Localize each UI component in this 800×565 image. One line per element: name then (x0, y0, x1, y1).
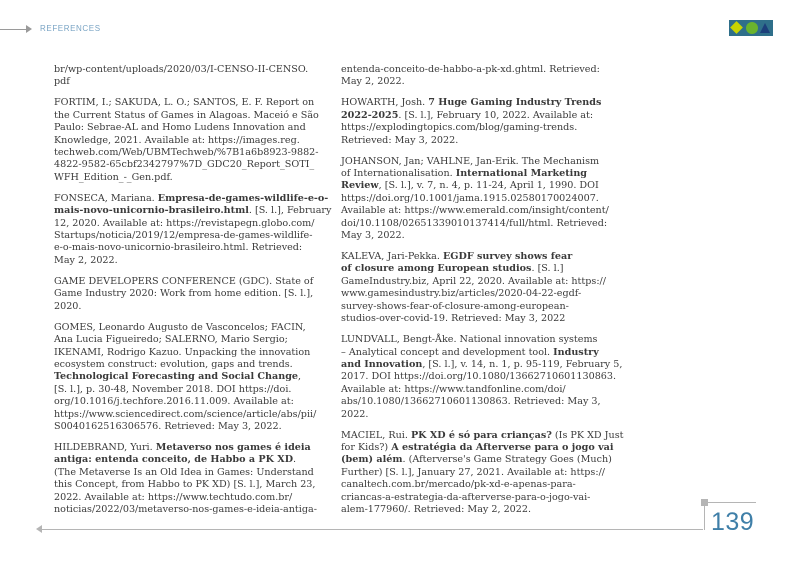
reference-line (54, 504, 316, 516)
reference-text: WFH_Edition_-_Gen.pdf. (54, 171, 173, 183)
reference-line (341, 217, 608, 230)
reference-text: May 2, 2022. (341, 76, 405, 88)
reference-line (54, 442, 316, 454)
reference-text: May 3, 2022. (341, 230, 405, 242)
reference-text: 2022. Available at: https://www.techtudo.com.br/ (54, 491, 293, 503)
reference-text: , (298, 371, 302, 383)
reference-line (341, 347, 603, 359)
reference-text: FONSECA, Mariana. (54, 192, 158, 204)
reference-entry (54, 192, 332, 267)
reference-line (54, 205, 332, 217)
diamond-icon (730, 21, 743, 34)
reference-title: mais-novo-unicornio-brasileiro.html (54, 205, 249, 217)
reference-title: Technological Forecasting and Social Change (54, 371, 299, 383)
reference-text: , [S. l.], v. 7, n. 4, p. 11-24, April 1, 1990. DOI (378, 180, 599, 192)
reference-line (341, 193, 603, 205)
reference-entry (341, 64, 603, 89)
reference-text: br/wp-content/uploads/2020/03/I-CENSO-II-CENSO. (54, 64, 309, 75)
reference-entry (341, 334, 623, 421)
reference-line (54, 122, 316, 134)
page-number: 139 (711, 508, 755, 536)
reference-entry (54, 442, 316, 516)
reference-line (54, 242, 316, 254)
reference-line (341, 334, 603, 346)
reference-entry (341, 155, 609, 243)
reference-line (341, 110, 603, 122)
reference-text: https://explodingtopics.com/blog/gaming-trends. (341, 122, 578, 134)
reference-text: . (Afterverse's Game Strategy Goes (Much) (402, 454, 612, 466)
reference-line (54, 334, 316, 346)
reference-text: the Current Status of Games in Alagoas. Maceió e São (54, 109, 319, 121)
reference-text: doi/10.1108/02651339010137414/full/html. Retrieved: (341, 217, 608, 229)
reference-text: HOWARTH, Josh. (341, 97, 429, 109)
reference-line (341, 441, 614, 454)
header-arrow-icon (26, 25, 32, 33)
reference-line (54, 76, 316, 88)
reference-text: canaltech.com.br/mercado/pk-xd-e-apenas-para- (341, 479, 576, 491)
reference-line (54, 97, 316, 109)
reference-line (54, 347, 316, 359)
reference-title: antiga: entenda conceito, de Habbo a PK XD (54, 454, 294, 466)
reference-line (341, 371, 617, 383)
reference-line (54, 64, 316, 76)
reference-line (341, 205, 609, 217)
reference-title: 7 Huge Gaming Industry Trends (428, 97, 602, 109)
reference-text: ecosystem construct: evolution, gaps and trends. (54, 358, 293, 370)
reference-line (341, 180, 603, 192)
reference-text: May 2, 2022. (54, 254, 118, 266)
reference-line (54, 288, 316, 300)
reference-line (54, 218, 316, 230)
reference-line (54, 492, 316, 504)
reference-line (341, 251, 603, 263)
reference-text: Ana Lucia Figueiredo; SALERNO, Mario Sergio; (54, 334, 288, 346)
reference-line (54, 467, 316, 479)
reference-line (341, 230, 603, 242)
reference-text: 4822-9582-65cbf2342797%7D_GDC20_Report_SOTI_ (54, 159, 315, 171)
reference-line (54, 421, 316, 433)
reference-entry (341, 97, 603, 147)
reference-line (54, 192, 329, 205)
reference-text: (Is PK XD Just (551, 429, 624, 441)
reference-text: Retrieved: May 3, 2022. (341, 134, 459, 146)
reference-text: Further) [S. l.], January 27, 2021. Available at: https:// (341, 466, 606, 478)
reference-text: . (293, 454, 297, 466)
reference-line (54, 454, 316, 466)
reference-line (54, 409, 316, 421)
reference-title: Industry (553, 346, 599, 358)
reference-title: International Marketing (455, 168, 588, 180)
reference-text: https://www.sciencedirect.com/science/article/abs/pii/ (54, 408, 317, 420)
reference-text: Available at: https://www.tandfonline.com/doi/ (341, 383, 566, 395)
references-left-column (54, 64, 332, 525)
reference-line (341, 358, 623, 371)
brand-logo (729, 20, 773, 36)
reference-text: [S. l.], p. 30-48, November 2018. DOI https://doi. (54, 383, 292, 395)
reference-text: GOMES, Leonardo Augusto de Vasconcelos; FACIN, (54, 321, 306, 333)
reference-line (54, 255, 316, 267)
reference-text: for Kids?) (341, 441, 392, 453)
reference-title: PK XD é só para crianças? (410, 429, 552, 441)
reference-line (54, 109, 319, 122)
reference-line (54, 396, 316, 408)
reference-text: JOHANSON, Jan; VAHLNE, Jan-Erik. The Mechanism (341, 155, 600, 167)
reference-line (54, 384, 316, 396)
reference-title: 2022-2025 (341, 109, 399, 121)
reference-text: Game Industry 2020: Work from home edition. [S. l.], (54, 288, 314, 300)
reference-text: GameIndustry.biz, April 22, 2020. Available at: https:// (341, 275, 607, 287)
reference-line (341, 454, 612, 466)
reference-text: IKENAMI, Rodrigo Kazuo. Unpacking the innovation (54, 346, 311, 358)
reference-line (341, 64, 603, 76)
reference-text: HILDEBRAND, Yuri. (54, 441, 156, 453)
reference-line (54, 135, 316, 147)
reference-entry (341, 251, 607, 325)
reference-line (341, 466, 606, 479)
references-right-column (341, 64, 624, 525)
reference-line (341, 168, 603, 180)
circle-icon (746, 22, 758, 34)
reference-text: MACIEL, Rui. (341, 429, 411, 441)
triangle-icon (760, 23, 770, 33)
reference-text: Startups/noticia/2019/12/empresa-de-games-wildlife- (54, 230, 313, 242)
reference-line (341, 97, 603, 109)
reference-line (341, 288, 603, 300)
header-rule (0, 29, 28, 30)
reference-text: GAME DEVELOPERS CONFERENCE (GDC). State of (54, 275, 314, 287)
reference-text: abs/10.1080/13662710601130863. Retrieved: May 3, (341, 396, 601, 408)
reference-line (54, 159, 316, 171)
reference-line (341, 275, 607, 288)
reference-text: LUNDVALL, Bengt-Åke. National innovation systems (341, 334, 598, 346)
reference-line (341, 504, 603, 516)
reference-line (341, 122, 603, 134)
reference-text: studios-over-covid-19. Retrieved: May 3, 2022 (341, 313, 566, 325)
section-title: REFERENCES (40, 24, 101, 33)
reference-line (54, 301, 316, 313)
reference-line (341, 135, 603, 147)
reference-text: Paulo: Sebrae-AL and Homo Ludens Innovation and (54, 122, 306, 134)
reference-title: Empresa-de-games-wildlife-e-o- (157, 192, 329, 204)
reference-text: 2017. DOI https://doi.org/10.1080/13662710601130863. (341, 371, 617, 383)
reference-line (341, 409, 603, 421)
reference-title: Metaverso nos games é ideia (155, 441, 311, 453)
footer-square-icon (701, 499, 708, 506)
reference-text: pdf (54, 76, 70, 88)
reference-line (54, 479, 316, 491)
reference-text: e-o-mais-novo-unicornio-brasileiro.html. Retrieved: (54, 242, 303, 254)
reference-text: of Internationalisation. (341, 168, 456, 180)
reference-text: (The Metaverse Is an Old Idea in Games: Understand (54, 466, 314, 478)
reference-text: survey-shows-fear-of-closure-among-european- (341, 300, 569, 312)
reference-line (341, 313, 603, 325)
page-number-rule (708, 502, 756, 503)
reference-text: 12, 2020. Available at: https://revistapegn.globo.com/ (54, 217, 315, 229)
reference-title: of closure among European studios (341, 263, 532, 275)
reference-line (341, 76, 603, 88)
reference-text: https://doi.org/10.1001/jama.1915.02580170024007. (341, 192, 599, 204)
reference-text: Available at: https://www.emerald.com/insight/content/ (341, 205, 609, 217)
reference-text: entenda-conceito-de-habbo-a-pk-xd.ghtml. Retrieved: (341, 64, 600, 75)
footer-vertical-rule (704, 503, 705, 530)
reference-text: S0040162516306576. Retrieved: May 3, 2022. (54, 420, 282, 432)
reference-title: A estratégia da Afterverse para o jogo vai (391, 441, 614, 453)
reference-line (54, 371, 316, 383)
reference-line (341, 479, 603, 491)
reference-title: Review (341, 180, 379, 192)
reference-line (341, 263, 603, 275)
reference-text: FORTIM, I.; SAKUDA, L. O.; SANTOS, E. F. Report on (54, 97, 315, 109)
reference-text: this Concept, from Habbo to PK XD) [S. l.], March 23, (54, 479, 316, 491)
reference-line (54, 359, 316, 371)
reference-entry (54, 64, 316, 89)
reference-entry (341, 429, 624, 517)
reference-text: . [S. l.] (531, 263, 564, 275)
reference-text: noticias/2022/03/metaverso-nos-games-e-ideia-antiga- (54, 503, 317, 515)
reference-line (341, 492, 603, 504)
reference-line (341, 429, 624, 442)
reference-line (341, 301, 603, 313)
reference-line (54, 322, 316, 334)
reference-text: KALEVA, Jari-Pekka. (341, 251, 443, 263)
reference-title: and Innovation (341, 358, 423, 370)
reference-text: . [S. l.], February 10, 2022. Available at: (398, 109, 594, 121)
reference-entry (54, 276, 316, 313)
reference-line (341, 396, 603, 408)
reference-title: (bem) além (341, 454, 403, 466)
reference-text: criancas-a-estrategia-da-afterverse-para-o-jogo-vai- (341, 491, 591, 503)
reference-text: , [S. l.], v. 14, n. 1, p. 95-119, February 5, (422, 358, 623, 370)
reference-text: Knowledge, 2021. Available at: https://images.reg. (54, 134, 300, 146)
reference-text: – Analytical concept and development tool. (341, 346, 554, 358)
reference-text: org/10.1016/j.techfore.2016.11.009. Available at: (54, 396, 294, 408)
reference-line (54, 147, 319, 159)
reference-entry (54, 97, 319, 184)
reference-title: EGDF survey shows fear (443, 251, 573, 263)
reference-line (341, 156, 603, 168)
reference-line (54, 276, 316, 288)
footer-arrow-icon (36, 525, 42, 533)
reference-text: 2022. (341, 408, 369, 420)
reference-text: alem-177960/. Retrieved: May 2, 2022. (341, 503, 532, 515)
reference-line (54, 172, 316, 184)
reference-line (54, 230, 316, 242)
footer-rule (38, 529, 703, 530)
reference-entry (54, 322, 316, 434)
reference-text: techweb.com/Web/UBMTechweb/%7B1a6b8923-9882- (54, 147, 319, 159)
reference-line (341, 384, 603, 396)
reference-text: 2020. (54, 300, 82, 312)
reference-text: www.gamesindustry.biz/articles/2020-04-22-egdf- (341, 288, 582, 300)
reference-text: . [S. l.], February (248, 205, 332, 217)
